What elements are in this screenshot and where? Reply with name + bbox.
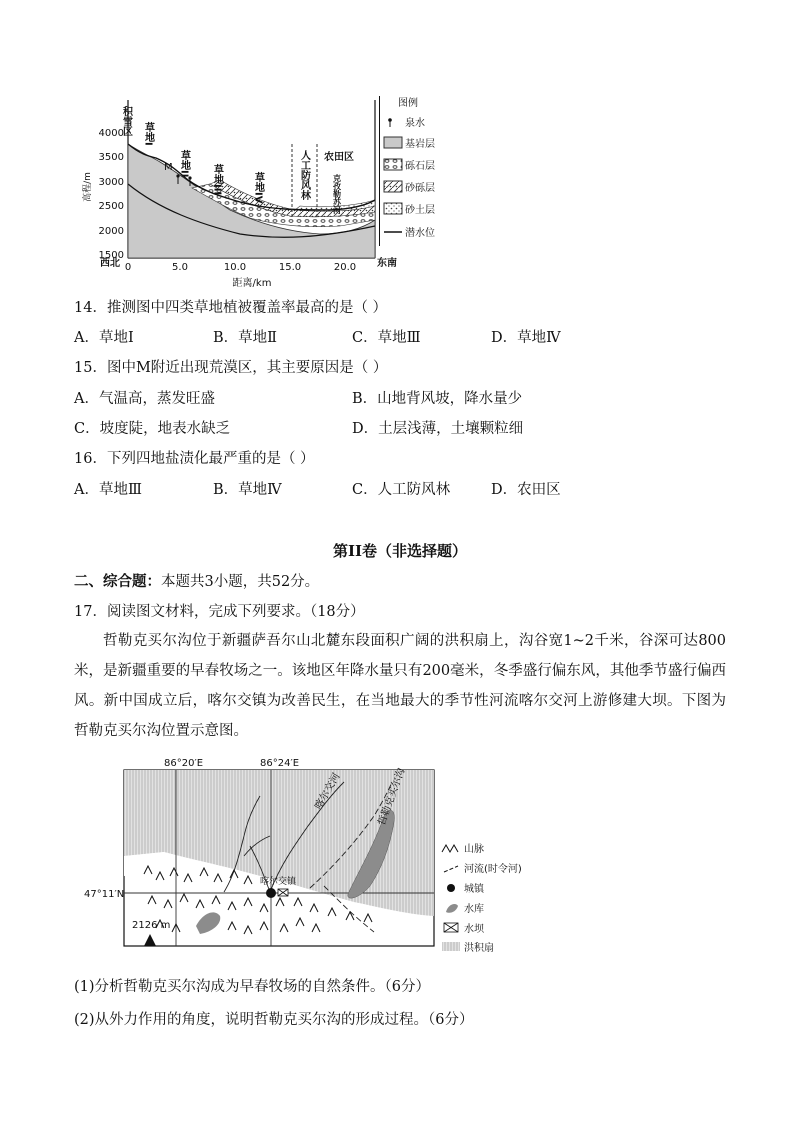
profile-legend <box>384 96 435 239</box>
q16-option-c[interactable]: C．人工防风林 <box>352 482 451 498</box>
q15-option-b[interactable]: B．山地背风坡，降水量少 <box>352 391 523 407</box>
zone-farm-label: 农田区 <box>324 152 354 163</box>
zone-grass1-label: 草地I <box>142 122 154 146</box>
y-tick: 4000 <box>98 128 124 139</box>
map-legend <box>442 842 522 954</box>
legend-item: 水库 <box>464 904 484 915</box>
zone-grass2-label: 草地II <box>178 150 190 178</box>
zone-forest-label: 人工防风林 <box>298 150 310 200</box>
q14-option-a[interactable]: A．草地Ⅰ <box>74 330 134 346</box>
q17-material: 哲勒克买尔沟位于新疆萨吾尔山北麓东段面积广阔的洪积扇上，沟谷宽1~2千米，谷深可达800米，是新疆重要的早春牧场之一。该地区年降水量只有200毫米，冬季盛行偏东风，其他季节盛行偏西风。新中国成立后，喀尔交镇为改善民生，在当地最大的季节性河流喀尔交河上游修建大坝。下图为哲勒克买尔沟位置示意图。 <box>74 633 726 739</box>
legend-item: 砂土层 <box>405 205 435 216</box>
section-heading-bold: 二、综合题： <box>74 573 161 590</box>
section-heading-rest: 本题共3小题，共52分。 <box>161 574 320 590</box>
q15-stem: 15．图中M附近出现荒漠区，其主要原因是（ ） <box>74 360 388 376</box>
q14-stem: 14．推测图中四类草地植被覆盖率最高的是（ ） <box>74 300 388 316</box>
gully-label: 哲勒克买尔沟 <box>376 766 408 828</box>
legend-item: 河流(时令河) <box>464 864 522 875</box>
x-tick: 20.0 <box>333 262 357 273</box>
q15-option-d[interactable]: D．土层浅薄，土壤颗粒细 <box>352 421 524 437</box>
direction-left: 西北 <box>100 258 120 269</box>
river-label: 喀尔交河 <box>313 771 343 812</box>
zone-snow-label: 积雪区 <box>120 106 132 136</box>
q16-stem: 16．下列四地盐渍化最严重的是（ ） <box>74 451 315 467</box>
x-tick: 5.0 <box>172 262 188 273</box>
y-axis-label: 高程/m <box>83 172 93 202</box>
q16-option-d[interactable]: D．农田区 <box>491 482 561 498</box>
latitude-label: 47°11′N <box>84 889 125 900</box>
y-tick: 3000 <box>98 177 124 188</box>
q14-option-c[interactable]: C．草地Ⅲ <box>352 330 421 346</box>
q14-option-b[interactable]: B．草地Ⅱ <box>213 330 278 346</box>
longitude-label: 86°24′E <box>260 758 300 769</box>
legend-item: 砾石层 <box>405 161 435 172</box>
section-title: 第II卷（非选择题） <box>332 542 468 560</box>
legend-item: 潜水位 <box>405 228 435 239</box>
legend-item: 水坝 <box>464 924 484 935</box>
river-label: 克孜勒苏河 <box>332 174 342 214</box>
x-tick: 0 <box>124 262 132 273</box>
q16-option-a[interactable]: A．草地Ⅲ <box>74 482 142 498</box>
q14-option-d[interactable]: D．草地Ⅳ <box>491 330 561 346</box>
y-tick: 3500 <box>98 152 124 163</box>
legend-item: 城镇 <box>464 884 484 895</box>
point-m-label: M <box>164 162 173 173</box>
x-tick-labels <box>125 262 356 273</box>
q17-stem: 17．阅读图文材料，完成下列要求。（18分） <box>74 604 365 620</box>
y-tick: 2500 <box>98 201 124 212</box>
q17-sub2: (2)从外力作用的角度，说明哲勒克买尔沟的形成过程。（6分） <box>74 1012 474 1028</box>
x-axis-label: 距离/km <box>232 278 272 289</box>
q16-option-b[interactable]: B．草地Ⅳ <box>213 482 282 498</box>
profile-figure <box>80 92 435 292</box>
legend-item: 洪积扇 <box>464 943 494 954</box>
y-tick: 2000 <box>98 226 124 237</box>
legend-item: 砂砾层 <box>405 183 435 194</box>
q17-sub1: (1)分析哲勒克买尔沟成为早春牧场的自然条件。（6分） <box>74 979 431 995</box>
longitude-label: 86°20′E <box>164 758 204 769</box>
zone-grass3-label: 草地III <box>211 164 223 196</box>
x-tick: 10.0 <box>223 262 247 273</box>
town-marker <box>266 888 276 898</box>
legend-item: 基岩层 <box>405 139 435 150</box>
location-map <box>84 756 544 956</box>
section-heading <box>74 572 319 592</box>
legend-title: 图例 <box>398 98 418 109</box>
legend-item: 山脉 <box>464 844 484 855</box>
town-label: 喀尔交镇 <box>260 877 297 887</box>
y-tick: 1500 <box>98 250 124 261</box>
y-tick-labels <box>99 128 124 261</box>
peak-label: 2126 m <box>132 920 171 931</box>
q15-option-a[interactable]: A．气温高，蒸发旺盛 <box>74 391 215 407</box>
q15-option-c[interactable]: C．坡度陡，地表水缺乏 <box>74 421 231 437</box>
legend-item: 泉水 <box>405 118 425 129</box>
legend-divider <box>379 96 382 246</box>
direction-right: 东南 <box>377 258 397 269</box>
zone-grass4-label: 草地IV <box>252 172 264 204</box>
x-tick: 15.0 <box>278 262 302 273</box>
